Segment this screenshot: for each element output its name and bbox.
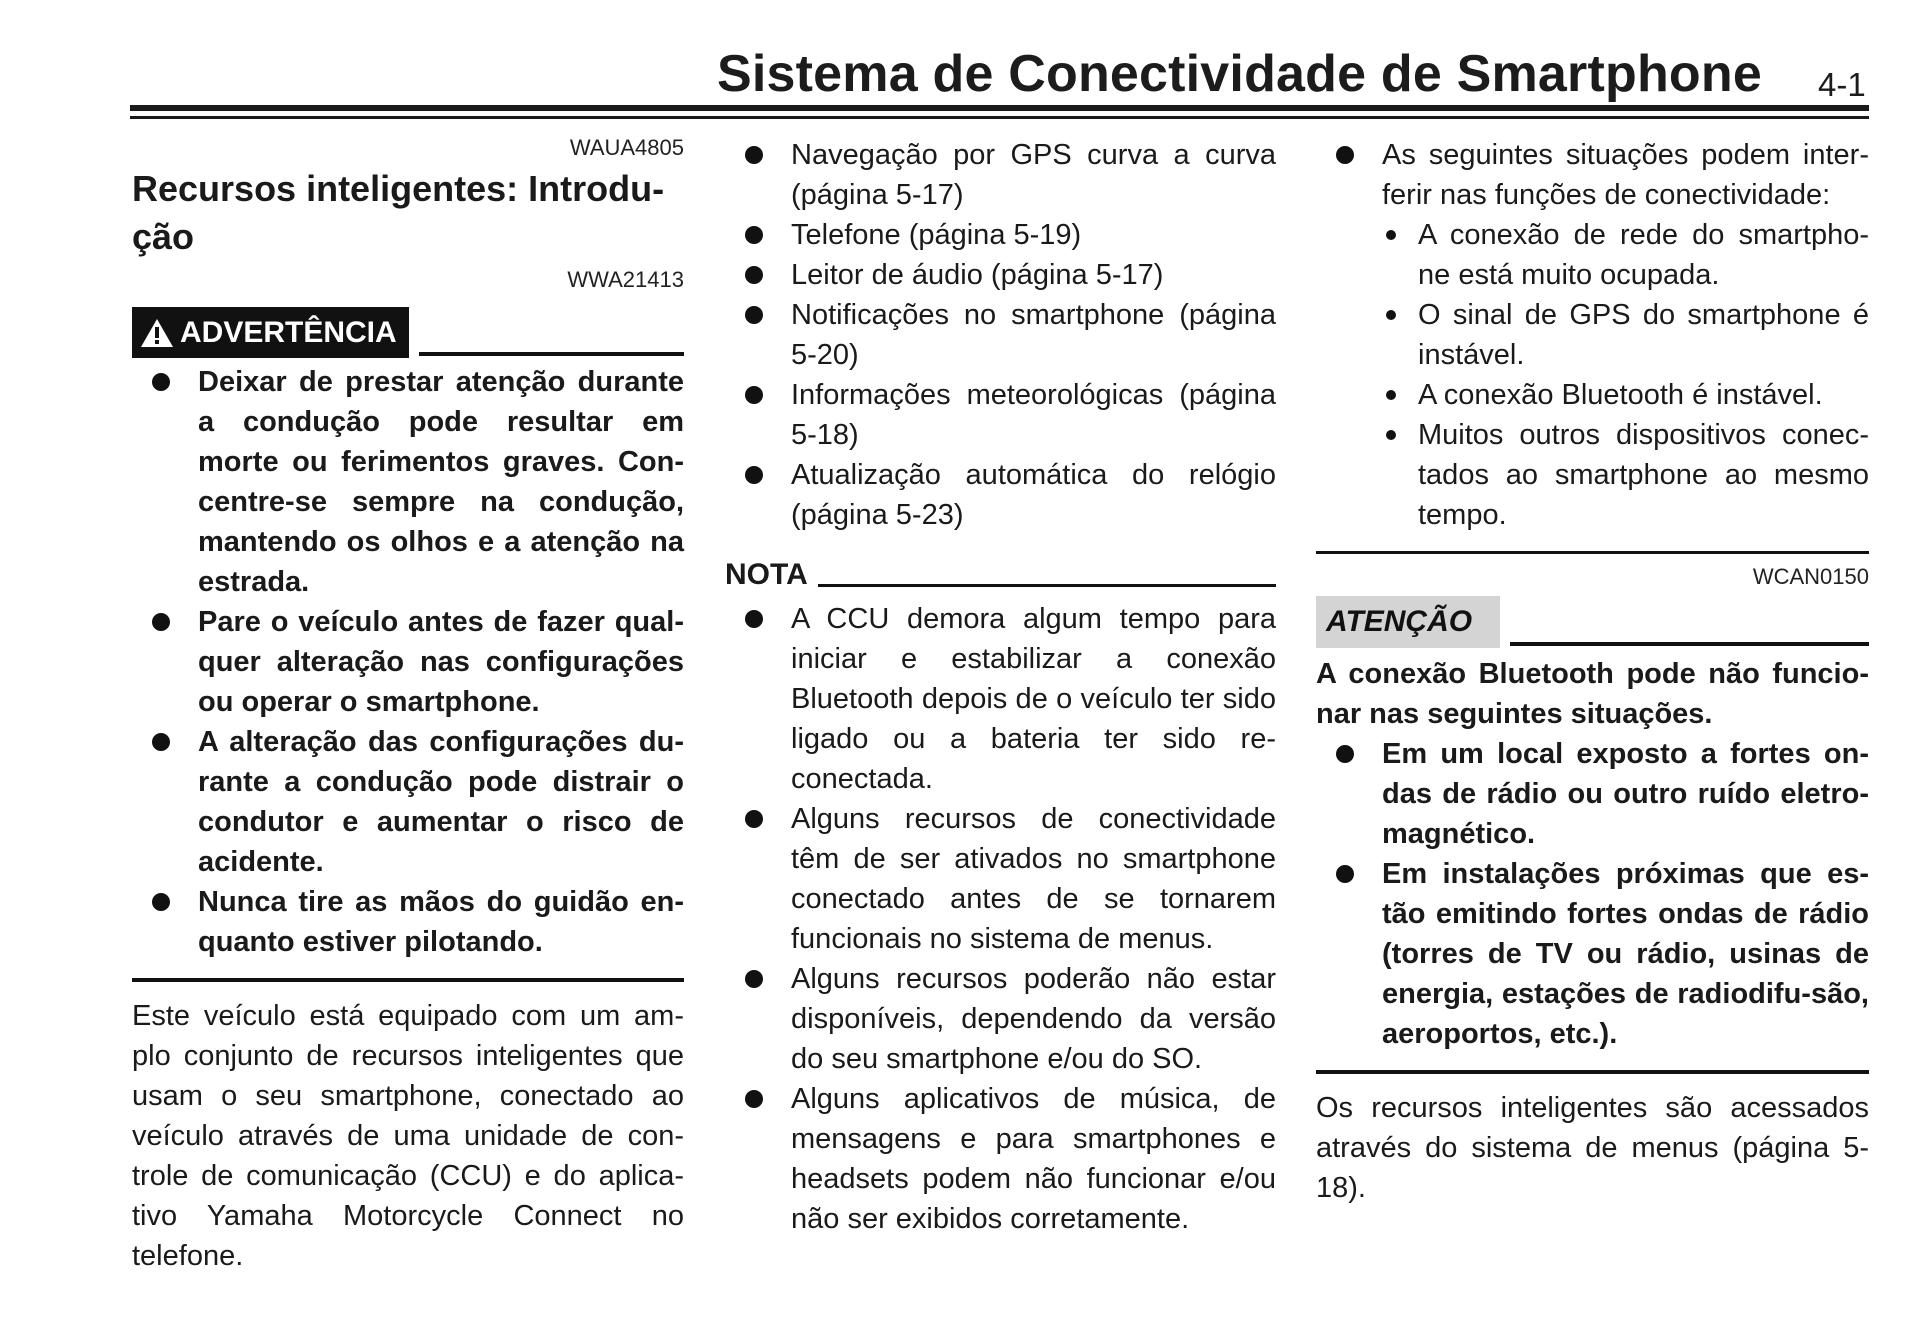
warning-list xyxy=(132,362,684,962)
column-1 xyxy=(132,135,684,1276)
list-item: A conexão Bluetooth é instável. xyxy=(1316,375,1869,415)
interference-list xyxy=(1316,135,1869,215)
section-heading: Recursos inteligentes: Introdu-ção xyxy=(132,168,665,257)
list-item: Nunca tire as mãos do guidão en-quanto estiver pilotando. xyxy=(132,882,684,962)
attention-label: ATENÇÃO xyxy=(1316,596,1500,648)
page-number: 4-1 xyxy=(1818,66,1866,103)
attention-list xyxy=(1316,734,1869,1054)
list-item: A CCU demora algum tempo para iniciar e estabilizar a conexão Bluetooth depois de o veículo ter sido ligado ou a bateria ter sido re-conectada. xyxy=(725,599,1276,799)
warning-code: WWA21413 xyxy=(567,267,684,292)
note-rule xyxy=(818,584,1276,587)
closing-paragraph: Os recursos inteligentes são acessados através do sistema de menus (página 5-18). xyxy=(1316,1092,1869,1204)
warning-label xyxy=(132,307,409,358)
list-item: Alguns recursos de conectividade têm de ser ativados no smartphone conectado antes de se tornarem funcionais no sistema de menus. xyxy=(725,799,1276,959)
column-2 xyxy=(725,135,1276,1239)
section-code: WAUA4805 xyxy=(569,135,684,160)
list-item: A alteração das configurações du-rante a condução pode distrair o condutor e aumentar o risco de acidente. xyxy=(132,722,684,882)
interference-sublist xyxy=(1316,215,1869,535)
list-item: Em instalações próximas que es-tão emitindo fortes ondas de rádio (torres de TV ou rádio, usinas de energia, estações de radiodifu-são, aeroportos, etc.). xyxy=(1316,854,1869,1054)
list-item: Telefone (página 5-19) xyxy=(725,215,1276,255)
intro-paragraph: Este veículo está equipado com um am-plo conjunto de recursos inteligentes que usam o seu smartphone, conectado ao veículo através de uma unidade de con-trole de comunicação (CCU) e do aplica-tivo Yamaha Motorcycle Connect no telefone. xyxy=(132,1000,684,1272)
list-item: Notificações no smartphone (página 5-20) xyxy=(725,295,1276,375)
list-item: Alguns aplicativos de música, de mensagens e para smartphones e headsets podem não funcionar e/ou não ser exibidos corretamente. xyxy=(725,1079,1276,1239)
attention-code: WCAN0150 xyxy=(1752,564,1869,589)
list-item xyxy=(1316,135,1869,215)
warning-end-rule xyxy=(132,978,684,982)
attention-rule xyxy=(1510,642,1869,646)
feature-list xyxy=(725,135,1276,535)
warning-label-text: ADVERTÊNCIA xyxy=(180,316,397,349)
list-item: O sinal de GPS do smartphone é instável. xyxy=(1316,295,1869,375)
list-item: Atualização automática do relógio (página 5-23) xyxy=(725,455,1276,535)
header-rule-thick xyxy=(130,105,1869,111)
note-list xyxy=(725,599,1276,1239)
attention-header xyxy=(1316,596,1869,648)
attention-intro: A conexão Bluetooth pode não funcio-nar nas seguintes situações. xyxy=(1316,658,1869,730)
list-item: A conexão de rede do smartpho-ne está muito ocupada. xyxy=(1316,215,1869,295)
list-item: Pare o veículo antes de fazer qual-quer alteração nas configurações ou operar o smartphone. xyxy=(132,602,684,722)
warning-rule xyxy=(419,352,684,356)
list-item: Em um local exposto a fortes on-das de rádio ou outro ruído eletro-magnético. xyxy=(1316,734,1869,854)
note-label: NOTA xyxy=(725,558,808,591)
list-item: Navegação por GPS curva a curva (página 5-17) xyxy=(725,135,1276,215)
note-header xyxy=(725,555,1276,595)
page-title: Sistema de Conectividade de Smartphone xyxy=(717,45,1762,103)
list-item: Informações meteorológicas (página 5-18) xyxy=(725,375,1276,455)
warning-triangle-icon xyxy=(140,318,174,348)
header-rule-thin xyxy=(130,116,1869,119)
list-item: Alguns recursos poderão não estar disponíveis, dependendo da versão do seu smartphone e/ou do SO. xyxy=(725,959,1276,1079)
section-rule xyxy=(1316,551,1869,554)
warning-header xyxy=(132,307,684,358)
list-item: Deixar de prestar atenção durante a condução pode resultar em morte ou ferimentos graves. Con-centre-se sempre na condução, mantendo os olhos e a atenção na estrada. xyxy=(132,362,684,602)
interference-intro: As seguintes situações podem inter-ferir nas funções de conectividade: xyxy=(1382,139,1869,211)
attention-end-rule xyxy=(1316,1070,1869,1074)
column-3 xyxy=(1316,135,1869,1208)
list-item: Leitor de áudio (página 5-17) xyxy=(725,255,1276,295)
list-item: Muitos outros dispositivos conec-tados ao smartphone ao mesmo tempo. xyxy=(1316,415,1869,535)
